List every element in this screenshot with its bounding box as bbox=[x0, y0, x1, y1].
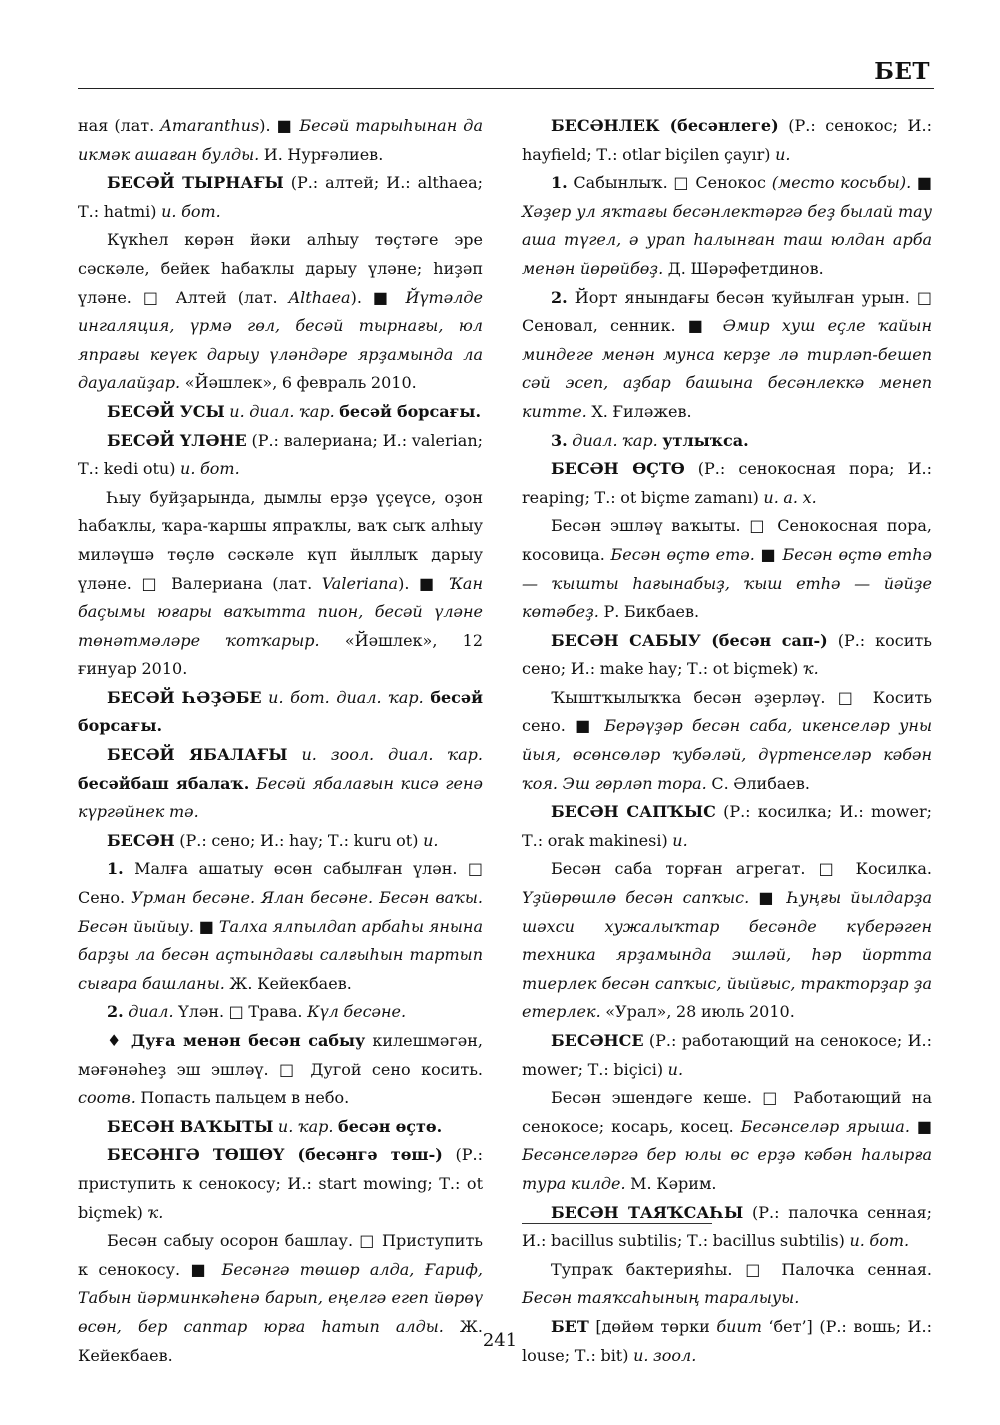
entry-paragraph: 2. диал. Үлән. □ Трава. Күл бесәне. bbox=[107, 1002, 407, 1022]
italic-text: и. зоол. диал. ҡар. bbox=[301, 745, 484, 765]
bold-term: БЕСӘН ТАЯҠСАҺЫ bbox=[551, 1202, 744, 1222]
bold-term: БЕСӘЙ ТЫРНАҒЫ bbox=[107, 173, 284, 193]
italic-text: и. а. х. bbox=[763, 487, 817, 507]
italic-text: (место косьбы). bbox=[771, 173, 912, 193]
italic-text: диал. ҡар. bbox=[572, 430, 658, 450]
italic-text: Үҙйөрөшлө бесән сапҡыс. bbox=[522, 888, 750, 908]
bold-term: БЕТ bbox=[551, 1316, 589, 1336]
entry-paragraph: Тупраҡ бактерияһы. □ Палочка сенная. Бесән таяҡсаһының таралыуы. bbox=[522, 1259, 932, 1308]
italic-text: и. бот. bbox=[849, 1231, 910, 1251]
italic-text: диал. bbox=[128, 1002, 174, 1022]
entry-paragraph bbox=[78, 398, 483, 427]
italic-text: и. bbox=[667, 1059, 684, 1079]
bold-term: БЕСӘНЛЕК (бесәнлеге) bbox=[551, 116, 779, 135]
bold-term: БЕСӘЙ ҮЛӘНЕ bbox=[107, 430, 247, 450]
bold-term: бесән өҫтө. bbox=[338, 1116, 443, 1136]
italic-text: Althaea bbox=[288, 287, 351, 307]
bold-term: БЕСӘНСЕ bbox=[551, 1031, 644, 1050]
entry-paragraph: Күкһел көрән йәки алһыу төҫтәге эре сәскәле, бейек һабаҡлы дарыу үләне; һиҙәп үләне. □ Алтей (лат. Althaea). ■ Йүтәлде ингаляция, үрмә гөл, бесәй тырнағы, юл япрағы кеүек дарыу үләндәре ярҙамында ла дауалайҙар. «Йәшлек», 6 февраль 2010. bbox=[78, 230, 483, 393]
entry-paragraph: 2. Йорт янындағы бесән ҡуйылған урын. □ Сеновал, сенник. ■ Әмир хуш еҫле ҡайын миндеге менән мунса керҙе лә тирләп-бешеп сәй эсеп, аҙбар башына бесәнлеккә менеп китте. Х. Ғиләжев. bbox=[522, 287, 932, 421]
entry-paragraph: БЕСӘН САБЫУ (бесән сап-) (Р.: косить сено; И.: make hay; Т.: ot biçmek) ҡ. bbox=[522, 630, 932, 679]
entry-paragraph bbox=[78, 741, 483, 827]
right-column bbox=[522, 112, 932, 1370]
italic-text: соотв. bbox=[78, 1088, 136, 1108]
italic-text: Бесән өҫтө етә. bbox=[610, 544, 755, 564]
italic-text: и. bbox=[672, 830, 688, 850]
italic-text: Amaranthus bbox=[160, 116, 260, 135]
bold-term: БЕСӘН ӨҪТӨ bbox=[551, 459, 685, 479]
entry-paragraph: БЕСӘНСЕ (Р.: работающий на сенокосе; И.: mower; Т.: biçici) и. bbox=[522, 1031, 932, 1079]
bold-term: бесәйбаш ябалаҡ. bbox=[78, 773, 250, 793]
italic-text: Valeriana bbox=[321, 573, 399, 593]
italic-text: Бесән өҫтө етһә — ҡышты һағынабыҙ, ҡыш етһә — йәйҙе көтәбеҙ. bbox=[522, 544, 932, 622]
italic-text: Талха ялпылдап арбаһы янына барҙы ла бесән аҫтындағы салғыһын тартып сығара башланы. bbox=[78, 916, 483, 993]
italic-text: ҡ. bbox=[147, 1202, 164, 1222]
italic-text: Һуңғы йылдарҙа шәхси хужалыҡтар бесәнде күберәген техника ярҙамында эшләй, һәр йортта тиерлек бесән сапҡыс, йыйғыс, тракторҙар ҙа етерлек. bbox=[522, 888, 932, 1022]
italic-text: и. ҡар. bbox=[277, 1116, 334, 1136]
entry-paragraph: БЕСӘН ӨҪТӨ (Р.: сенокосная пора; И.: reaping; Т.: ot biçme zamanı) и. а. х. bbox=[522, 459, 933, 507]
bold-term: 1. bbox=[551, 173, 568, 193]
bold-term: БЕСӘЙ УСЫ bbox=[107, 401, 225, 421]
italic-text: и. bbox=[775, 144, 791, 164]
entry-paragraph: Бесән сабыу осорон башлау. □ Приступить к сенокосу. ■ Бесәнгә төшөр алда, Ғариф, Табын йәрминкәһенә барып, еңелгә егеп йөрөү өсөн, бер саптар юрға һатып алды. Ж. Кейекбаев. bbox=[78, 1231, 483, 1365]
bold-term: 2. bbox=[107, 1002, 124, 1022]
bold-term: БЕСӘН bbox=[107, 830, 175, 850]
italic-text: биит bbox=[716, 1316, 762, 1336]
entry-paragraph: Бесән саба торған агрегат. □ Косилка. Үҙйөрөшлө бесән сапҡыс. ■ Һуңғы йылдарҙа шәхси хужалыҡтар бесәнде күберәген техника ярҙамында эшләй, һәр йортта тиерлек бесән сапҡыс, йыйғыс, тракторҙар ҙа етерлек. «Урал», 28 июль 2010. bbox=[522, 859, 932, 1022]
entry-paragraph bbox=[78, 1113, 483, 1142]
entry-paragraph: БЕТ [дөйөм төрки биит ‘бет’] (Р.: вошь; И.: louse; Т.: bit) и. зоол. bbox=[522, 1316, 932, 1365]
entry-paragraph: БЕСӘЙ ҮЛӘНЕ (Р.: валериана; И.: valerian; Т.: kedi otu) и. бот. bbox=[78, 430, 484, 479]
italic-text: Ҡан баҫымы юғары ваҡытта пион, бесәй үләне төнәтмәләре ҡотҡарыр. bbox=[78, 573, 483, 650]
italic-text: Бесәнселәр ярыша. bbox=[740, 1116, 910, 1136]
bold-term: БЕСӘН ВАҠЫТЫ bbox=[107, 1116, 274, 1136]
italic-text: Урман бесәне. Ялан бесәне. Бесән ваҡы. Бесән йыйыу. bbox=[78, 888, 483, 936]
column-divider-rule bbox=[522, 1223, 712, 1224]
entry-paragraph: БЕСӘНГӘ ТӨШӨҮ (бесәнгә төш-) (Р.: приступить к сенокосу; И.: start mowing; Т.: ot biçmek) ҡ. bbox=[78, 1145, 484, 1222]
entry-paragraph: БЕСӘН (Р.: сено; И.: hay; Т.: kuru ot) и. bbox=[107, 830, 439, 850]
italic-text: и. зоол. bbox=[633, 1345, 697, 1365]
entry-paragraph: Бесән эшендәге кеше. □ Работающий на сенокосе; косарь, косец. Бесәнселәр ярыша. ■ Бесәнселәргә бер юлы өс ерҙә кәбән һалырға тура килде. М. Кәрим. bbox=[522, 1088, 933, 1193]
entry-paragraph: БЕСӘЙ ТЫРНАҒЫ (Р.: алтей; И.: althaea; Т.: hatmi) и. бот. bbox=[78, 173, 483, 221]
bold-term: 3. bbox=[551, 430, 568, 450]
italic-text: Бесәй ябалағын кисә генә күргәйнек тә. bbox=[78, 773, 483, 822]
entry-paragraph bbox=[78, 684, 483, 741]
bold-term: бесәй борсағы. bbox=[339, 401, 482, 421]
italic-text: и. бот. bbox=[161, 201, 221, 221]
bold-term: БЕСӘН САБЫУ (бесән сап-) bbox=[551, 630, 828, 650]
italic-text: Берәүҙәр бесән саба, икенселәр уны йыя, өсөнсөләр ҡубәләй, дүртенселәр кәбән ҡоя. Эш гөрләп тора. bbox=[522, 716, 932, 793]
entry-paragraph: ♦ Дуға менән бесән сабыу килешмәгән, мәғәнәһеҙ эш эшләү. □ Дугой сено косить. соотв. Попасть пальцем в небо. bbox=[78, 1031, 484, 1108]
italic-text: Әмир хуш еҫле ҡайын миндеге менән мунса керҙе лә тирләп-бешеп сәй эсеп, аҙбар башына бесәнлеккә менеп китте. bbox=[522, 316, 932, 421]
entry-paragraph: 1. Сабынлыҡ. □ Сенокос (место косьбы). ■ Хәҙер ул яҡтағы бесәнлектәргә беҙ былай тау аша түгел, ә урап һалынған таш юлдан арба менән йөрөйбөҙ. Д. Шәрәфетдинов. bbox=[522, 173, 933, 278]
running-head: БЕТ bbox=[874, 58, 930, 85]
italic-text: ҡ. bbox=[802, 659, 819, 679]
left-column bbox=[78, 112, 483, 1370]
entry-paragraph: ная (лат. Amaranthus). ■ Бесәй тарыһынан да икмәк ашаған булды. И. Нурғәлиев. bbox=[78, 116, 483, 164]
page-number: 241 bbox=[482, 1330, 518, 1351]
bold-term: БЕСӘЙ ҺӘҘӘБЕ bbox=[107, 687, 262, 707]
italic-text: и. бот. bbox=[180, 459, 240, 479]
italic-text: и. bbox=[423, 830, 439, 850]
entry-paragraph: БЕСӘНЛЕК (бесәнлеге) (Р.: сенокос; И.: hayfield; Т.: otlar biçilen çayır) и. bbox=[522, 116, 932, 164]
italic-text: Бесәнселәргә бер юлы өс ерҙә кәбән һалырға тура килде. bbox=[522, 1145, 932, 1193]
entry-paragraph: БЕСӘН ТАЯҠСАҺЫ (Р.: палочка сенная; И.: bacillus subtilis; Т.: bacillus subtilis) и. бот. bbox=[522, 1202, 932, 1251]
italic-text: Бесән таяҡсаһының таралыуы. bbox=[522, 1288, 800, 1308]
bold-term: 1. bbox=[107, 859, 124, 879]
italic-text: Хәҙер ул яҡтағы бесәнлектәргә беҙ былай тау аша түгел, ә урап һалынған таш юлдан арба менән йөрөйбөҙ. bbox=[522, 201, 932, 278]
bold-term: БЕСӘНГӘ ТӨШӨҮ (бесәнгә төш-) bbox=[107, 1145, 443, 1165]
entry-paragraph: Бесән эшләү ваҡыты. □ Сенокосная пора, косовица. Бесән өҫтө етә. ■ Бесән өҫтө етһә — ҡышты һағынабыҙ, ҡыш етһә — йәйҙе көтәбеҙ. Р. Бикбаев. bbox=[522, 516, 932, 622]
entry-paragraph: Ҡыштҡылыҡҡа бесән әҙерләү. □ Косить сено. ■ Берәүҙәр бесән саба, икенселәр уны йыя, өсөнсөләр ҡубәләй, дүртенселәр кәбән ҡоя. Эш гөрләп тора. С. Әлибаев. bbox=[522, 687, 932, 793]
italic-text: Бесәй тарыһынан да икмәк ашаған булды. bbox=[78, 116, 483, 164]
italic-text: Йүтәлде ингаляция, үрмә гөл, бесәй тырнағы, юл япрағы кеүек дарыу үләндәре ярҙамында ла дауалайҙар. bbox=[78, 287, 483, 393]
entry-paragraph bbox=[522, 427, 932, 456]
italic-text: Күл бесәне. bbox=[307, 1002, 407, 1022]
entry-paragraph: 1. Малға ашатыу өсөн сабылған үлән. □ Сено. Урман бесәне. Ялан бесәне. Бесән ваҡы. Бесән йыйыу. ■ Талха ялпылдап арбаһы янына барҙы ла бесән аҫтындағы салғыһын тартып сығара башланы. Ж. Кейекбаев. bbox=[78, 859, 483, 993]
bold-term: утлыҡса. bbox=[662, 430, 749, 450]
entry-paragraph: Һыу буйҙарында, дымлы ерҙә үҫеүсе, оҙон һабаҡлы, ҡара-ҡаршы япраҡлы, ваҡ сыҡ алһыу миләүшә төҫлө сәскәле күп йыллыҡ дарыу үләне. □ Валериана (лат. Valeriana). ■ Ҡан баҫымы юғары ваҡытта пион, бесәй үләне төнәтмәләре ҡотҡарыр. «Йәшлек», 12 ғинуар 2010. bbox=[78, 487, 483, 679]
bold-term: БЕСӘЙ ЯБАЛАҒЫ bbox=[107, 745, 288, 765]
header-rule bbox=[78, 88, 934, 89]
italic-text: и. диал. ҡар. bbox=[229, 401, 335, 421]
entry-paragraph: БЕСӘН САПҠЫС (Р.: косилка; И.: mower; Т.: orak makinesi) и. bbox=[522, 802, 933, 850]
bold-term: 2. bbox=[551, 287, 568, 307]
bold-term: бесәй борсағы. bbox=[78, 687, 483, 736]
bold-term: БЕСӘН САПҠЫС bbox=[551, 802, 716, 822]
italic-text: и. бот. диал. ҡар. bbox=[268, 687, 424, 707]
bold-term: Дуға менән бесән сабыу bbox=[130, 1031, 366, 1050]
italic-text: Бесәнгә төшөр алда, Ғариф, Табын йәрминкәһенә барып, еңелгә егеп йөрөү өсөн, бер саптар юрға һатып алды. bbox=[78, 1259, 483, 1336]
